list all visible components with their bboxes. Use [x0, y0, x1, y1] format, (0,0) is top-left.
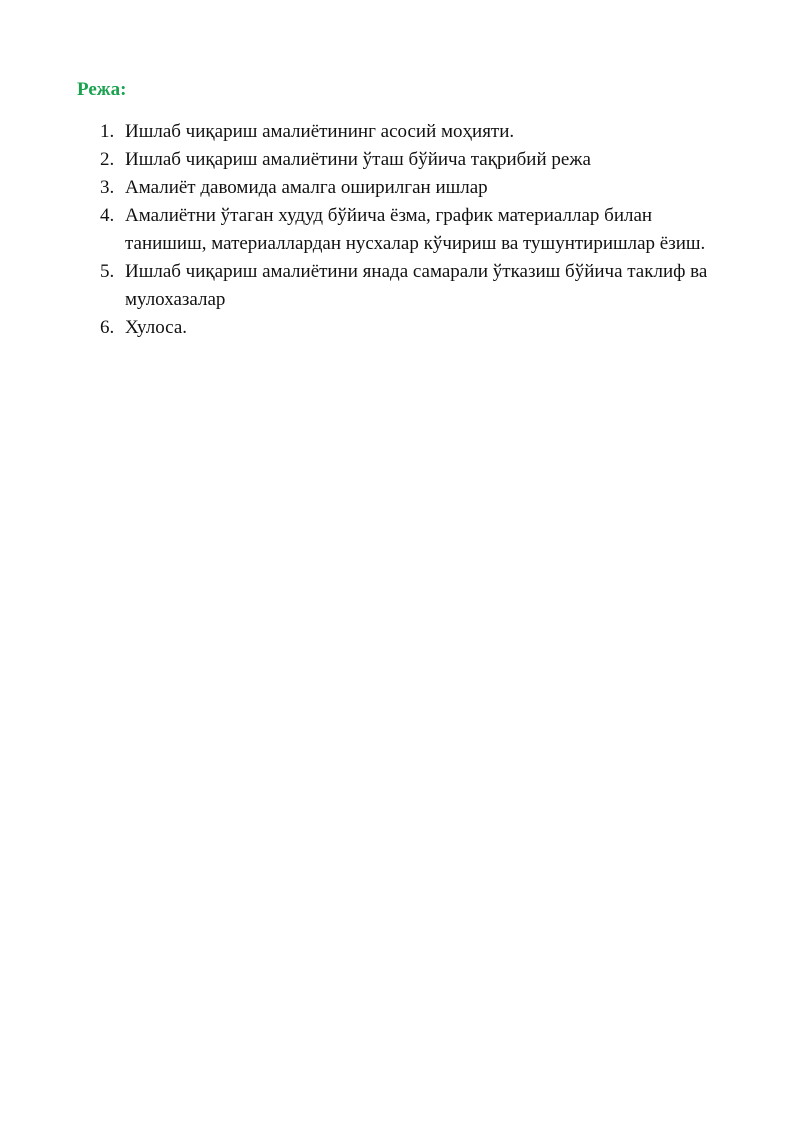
list-item: [100, 202, 740, 258]
item-text: Ишлаб чиқариш амалиётини янада самарали ўтказиш бўйича таклиф ва мулохазалар: [125, 261, 708, 310]
plan-list: [100, 118, 740, 342]
item-text: Хулоса.: [125, 317, 188, 338]
item-number: 1.: [100, 121, 115, 142]
list-item: [100, 146, 740, 174]
item-text: Ишлаб чиқариш амалиётини ўташ бўйича тақрибий режа: [125, 149, 591, 170]
list-item: [100, 174, 740, 202]
item-text: Амалиёт давомида амалга оширилган ишлар: [125, 177, 488, 198]
item-number: 2.: [100, 149, 115, 170]
item-text: Ишлаб чиқариш амалиётининг асосий моҳияти.: [125, 121, 515, 142]
item-number: 6.: [100, 317, 115, 338]
list-item: [100, 314, 740, 342]
item-text: Амалиётни ўтаган худуд бўйича ёзма, график материаллар билан танишиш, материаллардан нусхалар кўчириш ва тушунтиришлар ёзиш.: [125, 205, 706, 254]
plan-heading: Режа:: [77, 79, 127, 100]
item-number: 3.: [100, 177, 115, 198]
list-item: [100, 258, 740, 314]
list-item: [100, 118, 740, 146]
item-number: 5.: [100, 261, 115, 282]
item-number: 4.: [100, 205, 115, 226]
